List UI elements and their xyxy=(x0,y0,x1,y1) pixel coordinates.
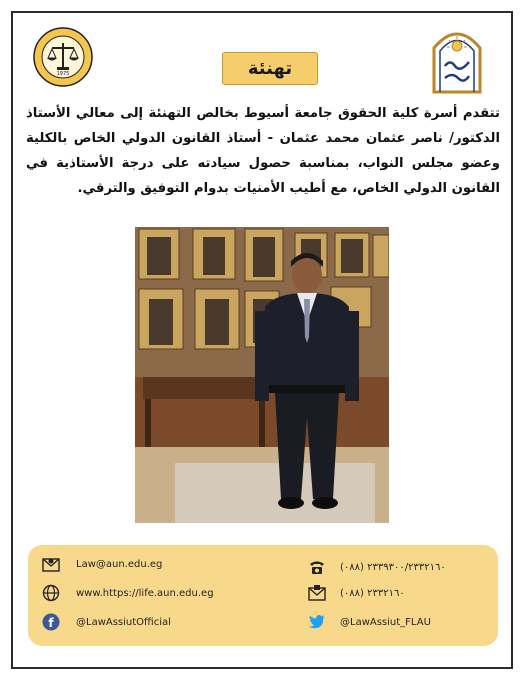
website-link[interactable]: www.https://life.aun.edu.eg xyxy=(76,587,214,599)
fax-row xyxy=(308,584,405,602)
email-link[interactable]: Law@aun.edu.eg xyxy=(76,558,163,570)
phone-icon xyxy=(308,558,326,576)
facebook-link[interactable]: @LawAssiutOfficial xyxy=(76,616,171,628)
faculty-seal-logo xyxy=(33,27,93,87)
fax-number[interactable]: (٠٨٨) ٢٣٣٢١٦٠ xyxy=(340,587,405,599)
facebook-row xyxy=(42,613,171,631)
twitter-link[interactable]: @LawAssiut_FLAU xyxy=(340,616,431,628)
phone-number[interactable]: (٠٨٨) ٢٣٣٩٣٠٠/٢٣٣٢١٦٠ xyxy=(340,561,446,573)
globe-icon xyxy=(42,584,60,602)
svg-text:f: f xyxy=(48,616,54,630)
email-row xyxy=(42,555,162,573)
page-title: تهنئة xyxy=(222,52,318,85)
email-icon xyxy=(42,555,60,573)
congratulation-message: تتقدم أسرة كلية الحقوق جامعة أسيوط بخالص التهنئة إلى معالي الأستاذ الدكتور/ ناصر عثمان محمد عثمان - أستاذ القانون الدولي الخاص بالكلية وعضو مجلس النواب، بمناسبة حصول سيادته على درجة الأستاذية في القانون الدولي الخاص، مع أطيب الأمنيات بدوام التوفيق والترقي. xyxy=(26,106,500,196)
seal-year: 1975 xyxy=(56,71,70,77)
twitter-icon xyxy=(308,613,326,631)
twitter-row xyxy=(308,613,431,631)
university-logo xyxy=(428,26,486,94)
phone-row xyxy=(308,558,446,576)
facebook-icon xyxy=(42,613,60,631)
website-row xyxy=(42,584,214,602)
honoree-photo xyxy=(135,227,389,523)
fax-icon xyxy=(308,584,326,602)
contact-footer xyxy=(28,545,498,646)
